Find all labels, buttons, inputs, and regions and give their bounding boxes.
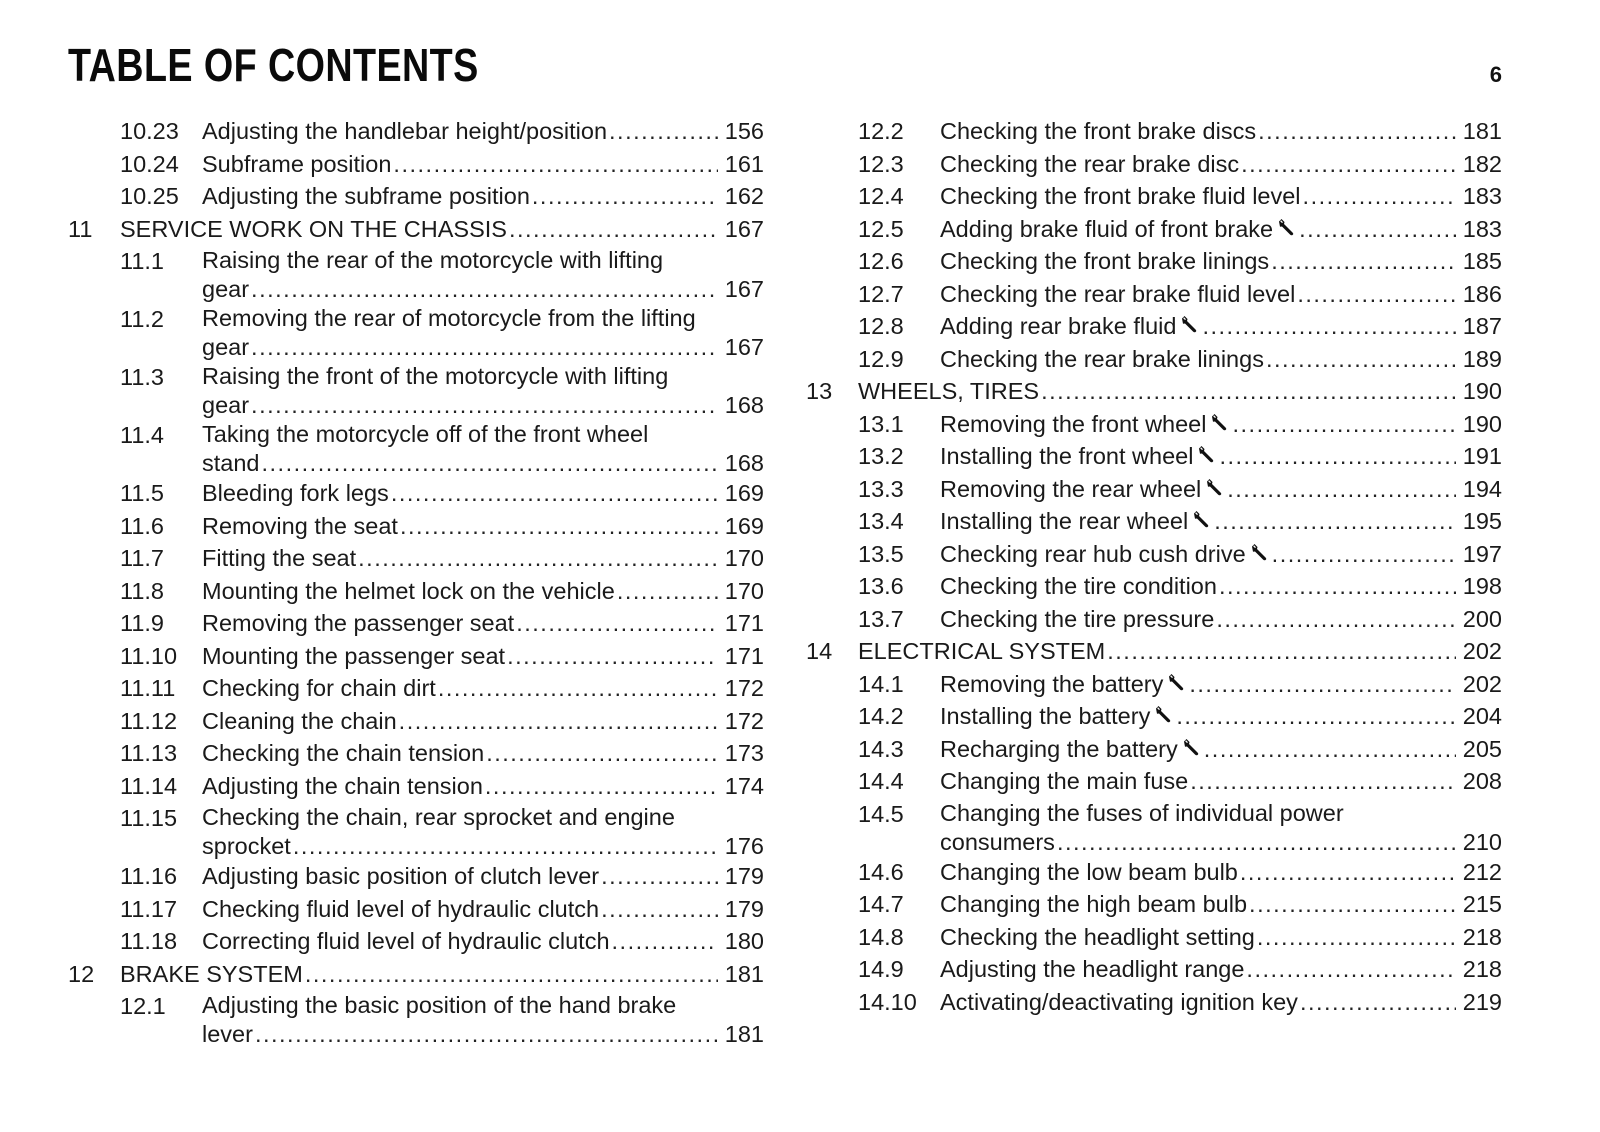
toc-section-entry[interactable] [68,542,764,575]
section-title: Fitting the seat [202,545,357,571]
dot-leader [1297,278,1456,311]
toc-section-entry[interactable] [806,213,1502,246]
section-title-line2: gear [202,334,250,360]
section-title-line1: Checking the chain, rear sprocket and engine [202,804,675,830]
wrench-icon [1277,217,1297,237]
section-number: 13.2 [858,443,904,469]
toc-section-entry[interactable] [68,419,764,477]
toc-section-entry[interactable] [68,705,764,738]
page-reference[interactable]: 167 [724,276,764,302]
dot-leader [1189,668,1456,701]
page-reference[interactable]: 171 [724,610,764,636]
page-reference[interactable]: 179 [724,863,764,889]
section-title-line2: gear [202,392,250,418]
page-reference[interactable]: 174 [724,772,764,799]
toc-section-entry[interactable] [806,440,1502,473]
section-number: 11.13 [120,740,178,766]
dot-leader [1257,921,1456,954]
toc-column-right [806,115,1502,1018]
section-number: 12.4 [858,183,904,209]
wrench-icon [1205,477,1225,497]
section-number: 14.8 [858,923,904,950]
toc-section-entry[interactable] [68,770,764,803]
page-reference[interactable]: 173 [724,740,764,766]
dot-leader [251,333,718,361]
section-number: 12.8 [858,313,904,339]
dot-leader [1258,115,1456,148]
section-number: 13.4 [858,508,904,534]
section-title: Adjusting the subframe position [202,183,530,209]
section-number: 11.8 [120,577,164,604]
section-title: Checking the rear brake fluid level [940,280,1296,307]
page-reference[interactable]: 182 [1462,150,1502,177]
section-title: Checking the front brake fluid level [940,183,1301,209]
section-title: Adding rear brake fluid [940,313,1177,339]
section-title: Checking the chain tension [202,740,485,766]
toc-section-entry[interactable] [68,148,764,181]
section-number: 11.7 [120,545,164,571]
toc-section-entry[interactable] [68,510,764,543]
dot-leader [1249,888,1456,921]
dot-leader [532,180,718,213]
section-title-line1: Taking the motorcycle off of the front wheel [202,421,649,447]
toc-section-entry[interactable] [68,860,764,893]
section-number: 14.9 [858,956,904,982]
section-title: WHEELS, TIRES [858,378,1040,404]
dot-leader [1107,635,1456,668]
dot-leader [1214,505,1456,538]
page-reference[interactable]: 202 [1462,670,1502,697]
wrench-icon [1197,444,1217,464]
section-number: 12.3 [858,150,904,177]
toc-section-entry[interactable] [806,798,1502,856]
section-number: 10.23 [120,118,179,144]
section-number: 11.1 [120,248,164,274]
toc-section-entry[interactable] [806,603,1502,636]
section-title: Removing the front wheel [940,410,1207,437]
page-reference[interactable]: 189 [1462,345,1502,372]
toc-section-entry[interactable] [806,310,1502,343]
toc-section-entry[interactable] [806,538,1502,571]
toc-section-entry[interactable] [806,180,1502,213]
page-reference[interactable]: 218 [1462,956,1502,982]
section-number: 14.5 [858,800,904,827]
section-title-line1: Raising the front of the motorcycle with lifting [202,363,669,389]
toc-section-entry[interactable] [68,477,764,510]
page-reference[interactable]: 183 [1462,183,1502,209]
dot-leader [609,115,718,148]
section-title: SERVICE WORK ON THE CHASSIS [120,215,507,242]
dot-leader [509,213,718,246]
section-number: 12.9 [858,345,904,372]
toc-section-entry[interactable] [68,575,764,608]
page-reference[interactable]: 168 [724,392,764,418]
dot-leader [617,575,718,608]
toc-section-entry[interactable] [806,505,1502,538]
section-number: 13.5 [858,540,904,567]
dot-leader [486,737,718,770]
toc-section-entry[interactable] [806,473,1502,506]
dot-leader [1176,700,1456,733]
page-reference[interactable]: 205 [1462,735,1502,762]
section-number: 12.2 [858,118,904,144]
dot-leader [1271,245,1456,278]
page-reference[interactable]: 169 [724,512,764,539]
toc-section-entry[interactable] [68,640,764,673]
page-reference[interactable]: 170 [724,545,764,571]
page-reference[interactable]: 210 [1462,828,1502,855]
section-title: Checking the tire condition [940,573,1217,599]
dot-leader [485,770,718,803]
page-reference[interactable]: 181 [724,960,764,987]
dot-leader [1057,828,1456,856]
section-number: 13.3 [858,475,904,502]
dot-leader [1219,570,1456,603]
dot-leader [1041,375,1456,408]
dot-leader [507,640,718,673]
section-number: 14 [806,638,833,664]
section-title: Removing the seat [202,512,398,539]
dot-leader [400,510,718,543]
page-reference[interactable]: 218 [1462,923,1502,950]
toc-column-left [68,115,764,1048]
section-number: 12 [68,960,95,987]
section-number: 10.25 [120,183,179,209]
section-title: Adjusting basic position of clutch lever [202,863,600,889]
dot-leader [305,958,718,991]
section-number: 11.6 [120,512,164,539]
dot-leader [262,449,719,477]
page-reference[interactable]: 161 [724,150,764,177]
section-title: Changing the main fuse [940,768,1189,794]
section-title: Adjusting the handlebar height/position [202,118,608,144]
section-number: 11.10 [120,642,178,669]
section-title-line2: gear [202,276,250,302]
section-number: 14.10 [858,988,917,1015]
page-reference[interactable]: 170 [724,577,764,604]
wrench-icon [1250,542,1270,562]
toc-section-entry[interactable] [68,802,764,860]
toc-section-entry[interactable] [68,990,764,1048]
toc-section-entry[interactable] [68,245,764,303]
page-reference[interactable]: 162 [724,183,764,209]
page-reference[interactable]: 167 [724,334,764,360]
page-reference[interactable]: 194 [1462,475,1502,502]
page-number: 6 [1489,62,1502,87]
section-number: 11.17 [120,895,178,922]
dot-leader [1241,148,1456,181]
section-title: Mounting the passenger seat [202,642,506,669]
toc-section-entry[interactable] [68,361,764,419]
toc-section-entry[interactable] [68,180,764,213]
wrench-icon [1167,672,1187,692]
section-number: 12.5 [858,215,904,242]
toc-section-entry[interactable] [806,245,1502,278]
section-number: 13.6 [858,573,904,599]
dot-leader [399,705,718,738]
section-number: 14.4 [858,768,904,794]
section-number: 11.12 [120,707,178,734]
page-reference[interactable]: 219 [1462,988,1502,1015]
page-reference[interactable]: 179 [724,895,764,922]
section-number: 11.3 [120,364,164,390]
page-reference[interactable]: 181 [1462,118,1502,144]
section-title: Checking the tire pressure [940,605,1215,632]
section-number: 13.1 [858,410,904,437]
toc-section-entry[interactable] [68,607,764,640]
toc-section-entry[interactable] [806,888,1502,921]
section-number: 12.7 [858,280,904,307]
dot-leader [1227,473,1456,506]
section-title: Subframe position [202,150,392,177]
dot-leader [251,391,718,419]
section-title-line1: Changing the fuses of individual power [940,799,1344,826]
section-number: 14.1 [858,670,904,697]
page-reference[interactable]: 212 [1462,858,1502,885]
toc-section-entry[interactable] [806,278,1502,311]
section-number: 11 [68,215,93,242]
section-number: 11.9 [120,610,164,636]
page-reference[interactable]: 169 [724,480,764,506]
section-title: Removing the passenger seat [202,610,515,636]
dot-leader [255,1020,718,1048]
page-reference[interactable]: 185 [1462,248,1502,274]
section-title: Changing the low beam bulb [940,858,1238,885]
section-number: 11.14 [120,772,178,799]
dot-leader [1299,213,1456,246]
toc-section-entry[interactable] [68,303,764,361]
page-reference[interactable]: 195 [1462,508,1502,534]
section-number: 11.4 [120,422,164,448]
dot-leader [516,607,718,640]
toc-section-entry[interactable] [806,986,1502,1019]
toc-section-entry[interactable] [68,115,764,148]
section-title: Checking fluid level of hydraulic clutch [202,895,600,922]
page-reference[interactable]: 156 [724,118,764,144]
page-reference[interactable]: 204 [1462,703,1502,729]
dot-leader [1219,440,1456,473]
section-title: Checking the front brake discs [940,118,1257,144]
page-reference[interactable]: 171 [724,642,764,669]
section-title: Checking the rear brake disc [940,150,1240,177]
page-reference[interactable]: 187 [1462,313,1502,339]
section-title: Adding brake fluid of front brake [940,215,1274,242]
section-title: Correcting fluid level of hydraulic clutch [202,928,610,954]
section-title-line1: Adjusting the basic position of the hand brake [202,992,677,1018]
page-reference[interactable]: 191 [1462,443,1502,469]
section-title: Checking the headlight setting [940,923,1255,950]
toc-section-entry[interactable] [806,765,1502,798]
page-reference[interactable]: 172 [724,707,764,734]
dot-leader [601,860,718,893]
section-number: 11.15 [120,805,178,831]
section-number: 14.6 [858,858,904,885]
section-title: Checking the front brake linings [940,248,1270,274]
dot-leader [438,672,718,705]
dot-leader [612,925,718,958]
dot-leader [1240,856,1456,889]
page-reference[interactable]: 197 [1462,540,1502,567]
dot-leader [251,275,718,303]
page-reference[interactable]: 176 [724,833,764,859]
section-title-line2: sprocket [202,833,291,859]
section-title: Changing the high beam bulb [940,891,1248,917]
section-number: 11.16 [120,863,178,889]
page-reference[interactable]: 190 [1462,378,1502,404]
dot-leader [1232,408,1456,441]
dot-leader [391,477,718,510]
section-title: BRAKE SYSTEM [120,960,303,987]
dot-leader [1246,953,1456,986]
section-title: Recharging the battery [940,735,1178,762]
toc-section-entry[interactable] [806,700,1502,733]
dot-leader [601,893,718,926]
section-number: 11.5 [120,480,164,506]
section-number: 14.7 [858,891,904,917]
dot-leader [1202,310,1456,343]
section-title: ELECTRICAL SYSTEM [858,638,1106,664]
page-reference[interactable]: 200 [1462,605,1502,632]
section-title: Removing the rear wheel [940,475,1202,502]
wrench-icon [1182,737,1202,757]
section-title-line2: stand [202,450,260,476]
toc-section-entry[interactable] [68,672,764,705]
section-title: Activating/deactivating ignition key [940,988,1298,1015]
dot-leader [293,832,718,860]
page-reference[interactable]: 198 [1462,573,1502,599]
toc-section-entry[interactable] [68,925,764,958]
toc-chapter-entry[interactable] [68,958,764,991]
toc-section-entry[interactable] [806,921,1502,954]
section-title: Installing the rear wheel [940,508,1189,534]
section-title: Installing the front wheel [940,443,1194,469]
section-number: 14.3 [858,735,904,762]
section-number: 12.6 [858,248,904,274]
section-number: 11.18 [120,928,178,954]
dot-leader [1300,986,1456,1019]
toc-chapter-entry[interactable] [68,213,764,246]
wrench-icon [1154,704,1174,724]
toc-section-entry[interactable] [806,343,1502,376]
page-reference[interactable]: 215 [1462,891,1502,917]
dot-leader [1190,765,1456,798]
page-reference[interactable]: 181 [724,1021,764,1047]
page-reference[interactable]: 172 [724,675,764,701]
section-title: Adjusting the chain tension [202,772,483,799]
section-title: Bleeding fork legs [202,480,389,506]
toc-section-entry[interactable] [806,408,1502,441]
toc-section-entry[interactable] [806,570,1502,603]
section-title: Removing the battery [940,670,1164,697]
toc-section-entry[interactable] [806,856,1502,889]
section-number: 14.2 [858,703,904,729]
section-number: 13.7 [858,605,904,632]
page-reference[interactable]: 202 [1462,638,1502,664]
section-title-line1: Removing the rear of motorcycle from the lifting [202,305,696,331]
wrench-icon [1180,314,1200,334]
dot-leader [1266,343,1456,376]
page-reference[interactable]: 190 [1462,410,1502,437]
section-number: 11.11 [120,675,176,701]
page-reference[interactable]: 208 [1462,768,1502,794]
wrench-icon [1192,509,1212,529]
page-reference[interactable]: 180 [724,928,764,954]
toc-section-entry[interactable] [806,733,1502,766]
toc-section-entry[interactable] [68,737,764,770]
toc-chapter-entry[interactable] [806,635,1502,668]
page-reference[interactable]: 183 [1462,215,1502,242]
section-title-line2: lever [202,1021,253,1047]
section-number: 13 [806,378,833,404]
section-title: Checking rear hub cush drive [940,540,1246,567]
section-title: Cleaning the chain [202,707,397,734]
dot-leader [1204,733,1456,766]
dot-leader [1272,538,1456,571]
toc-section-entry[interactable] [806,668,1502,701]
toc-section-entry[interactable] [68,893,764,926]
section-title: Checking for chain dirt [202,675,436,701]
section-title: Checking the rear brake linings [940,345,1264,372]
toc-section-entry[interactable] [806,115,1502,148]
toc-chapter-entry[interactable] [806,375,1502,408]
page-reference[interactable]: 168 [724,450,764,476]
dot-leader [1303,180,1456,213]
section-title: Adjusting the headlight range [940,956,1245,982]
section-number: 10.24 [120,150,179,177]
section-title-line2: consumers [940,828,1055,855]
section-title: Installing the battery [940,703,1151,729]
page-reference[interactable]: 186 [1462,280,1502,307]
toc-section-entry[interactable] [806,148,1502,181]
toc-section-entry[interactable] [806,953,1502,986]
dot-leader [358,542,718,575]
section-title-line1: Raising the rear of the motorcycle with lifting [202,247,664,273]
section-title: Mounting the helmet lock on the vehicle [202,577,615,604]
wrench-icon [1210,412,1230,432]
section-number: 12.1 [120,993,166,1019]
dot-leader [1216,603,1456,636]
page-title: TABLE OF CONTENTS [68,39,479,91]
dot-leader [393,148,718,181]
page-reference[interactable]: 167 [724,215,764,242]
section-number: 11.2 [120,306,164,332]
